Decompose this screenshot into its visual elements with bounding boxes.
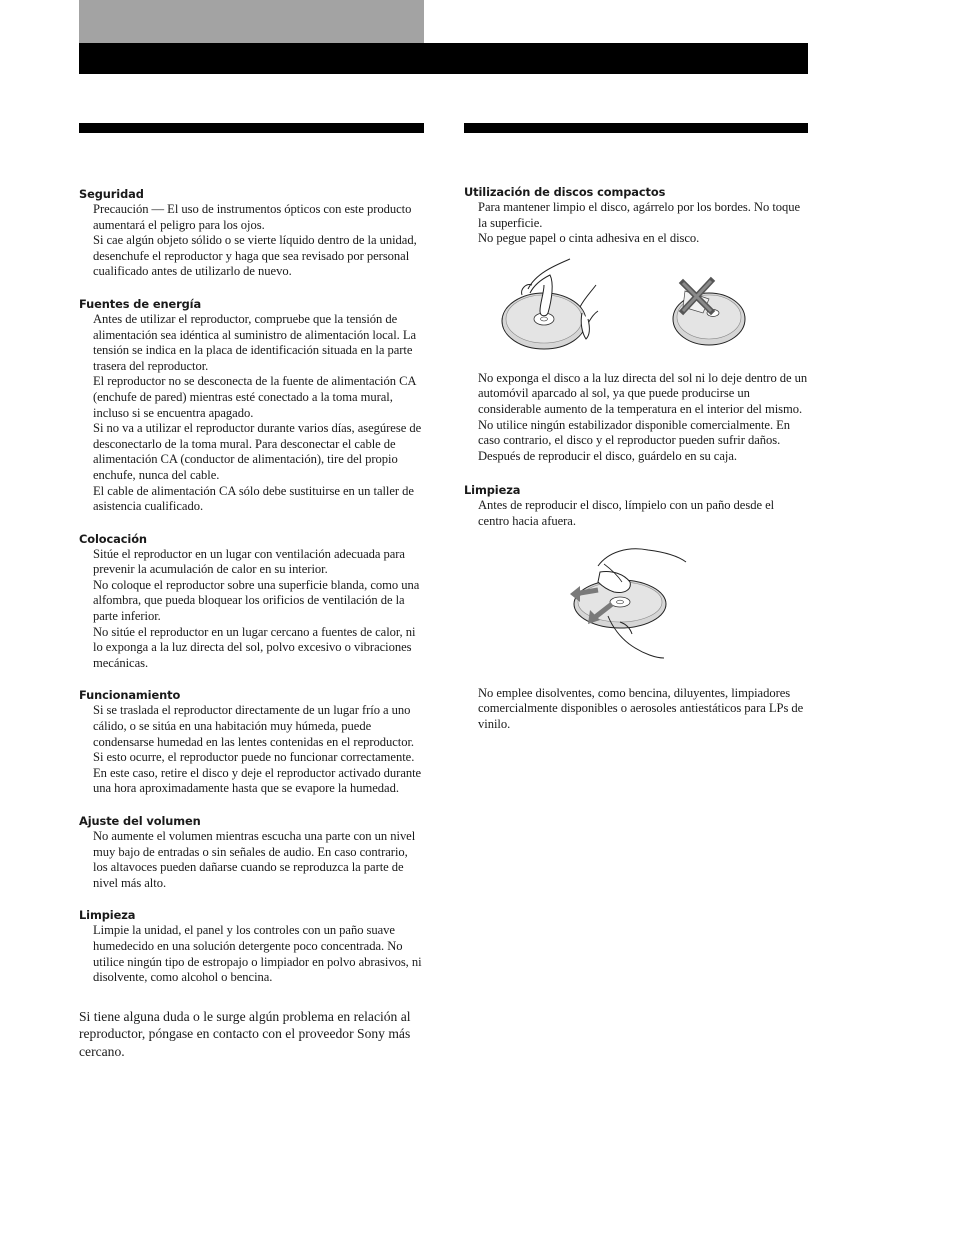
section-heading: Ajuste del volumen — [79, 814, 201, 828]
section-heading: Colocación — [79, 531, 147, 546]
section-body — [93, 923, 424, 985]
right-column — [464, 184, 808, 748]
paragraph: Antes de reproducir el disco, límpielo con un paño desde el centro hacia afuera. — [478, 498, 775, 528]
section-funcionamiento — [79, 687, 424, 797]
paragraph: Precaución — El uso de instrumentos ópticos con este producto aumentará el peligro para los ojos. — [93, 202, 412, 232]
disc-held-by-edges-icon — [500, 255, 610, 365]
section-body — [478, 498, 808, 529]
paragraph: El reproductor no se desconecta de la fuente de alimentación CA (enchufe de pared) mientras esté conectado a la toma mural, incluso si se encuentra apagado. — [93, 374, 416, 420]
paragraph: No sitúe el reproductor en un lugar cercano a fuentes de calor, ni lo exponga a la luz directa del sol, polvo excesivo o vibraciones mecánicas. — [93, 624, 416, 670]
section-colocacion — [79, 531, 424, 672]
section-body — [93, 202, 424, 280]
section-heading: Seguridad — [79, 187, 144, 201]
paragraph: El cable de alimentación CA sólo debe sustituirse en un taller de asistencia cualificado. — [93, 483, 414, 514]
section-heading: Utilización de discos compactos — [464, 185, 666, 199]
disc-with-tape-crossed-icon — [669, 257, 769, 357]
paragraph: Si se traslada el reproductor directamente de un lugar frío a uno cálido, o se sitúa en una habitación muy húmeda, puede condensarse humedad en las lentes contenidas en el reproductor. Si esto ocurre, el reproductor puede no funcionar correctamente. En este caso, retire el disco y deje el reproductor activado durante una hora aproximadamente hasta que se evapore la humedad. — [93, 703, 422, 796]
section-heading: Limpieza — [79, 908, 136, 923]
closing-note: Si tiene alguna duda o le surge algún problema en relación al reproductor, póngase en contacto con el proveedor Sony más cercano. — [79, 1008, 411, 1059]
paragraph: Para mantener limpio el disco, agárrelo por los bordes. No toque la superficie. — [478, 200, 801, 230]
disc-wipe-outward-icon — [568, 542, 708, 672]
section-body — [93, 312, 424, 515]
header-black-bar — [79, 43, 808, 74]
section-heading: Fuentes de energía — [79, 296, 202, 311]
paragraph: Si no va a utilizar el reproductor durante varios días, asegúrese de desconectarlo de la toma mural. Para desconectar el cable de alimentación CA (conductor de alimentación), tire del propio enchufe, nunca del cable. — [93, 421, 422, 482]
right-column-rule — [464, 123, 808, 133]
section-seguridad — [79, 186, 424, 280]
section-body — [478, 200, 808, 247]
section-fuentes-de-energia — [79, 296, 424, 515]
paragraph: No pegue papel o cinta adhesiva en el disco. — [478, 231, 700, 246]
paragraph: No utilice ningún estabilizador disponible comercialmente. En caso contrario, el disco y el reproductor pueden sufrir daños. — [478, 417, 791, 448]
paragraph: Limpie la unidad, el panel y los controles con un paño suave humedecido en una solución detergente poco concentrada. No utilice ningún tipo de estropajo o limpiador en polvo abrasivos, ni disolvente, como alcohol o bencina. — [93, 923, 422, 985]
section-limpieza — [79, 907, 424, 985]
paragraph: No exponga el disco a la luz directa del sol ni lo deje dentro de un automóvil aparcado al sol, ya que puede producirse un considerable aumento de la temperatura en el interior del mismo. — [478, 370, 808, 416]
section-heading: Funcionamiento — [79, 688, 181, 703]
section-body — [478, 371, 808, 465]
section-heading: Limpieza — [464, 483, 521, 498]
section-ajuste-del-volumen — [79, 813, 424, 891]
paragraph: No aumente el volumen mientras escucha una parte con un nivel muy bajo de entradas o sin señales de audio. En caso contrario, los altavoces pueden dañarse cuando se reproduzca la parte de nivel más alto. — [93, 829, 416, 890]
left-column — [79, 186, 424, 1074]
disc-cleaning-illustration — [464, 530, 808, 686]
disc-handling-illustration — [464, 247, 808, 371]
paragraph: Antes de utilizar el reproductor, compruebe que la tensión de alimentación sea idéntica al suministro de alimentación local. La tensión se indica en la placa de identificación situada en la parte trasera del reproductor. — [93, 311, 417, 373]
left-column-rule — [79, 123, 424, 133]
section-body — [93, 829, 424, 891]
section-discos-compactos — [464, 184, 808, 464]
paragraph: Si cae algún objeto sólido o se vierte líquido dentro de la unidad, desenchufe el reproductor y haga que sea revisado por personal cualificado antes de utilizarlo de nuevo. — [93, 233, 417, 279]
section-body — [93, 703, 424, 797]
paragraph: No coloque el reproductor sobre una superficie blanda, como una alfombra, que pueda bloquear los orificios de ventilación de la parte inferior. — [93, 577, 420, 624]
paragraph: Sitúe el reproductor en un lugar con ventilación adecuada para prevenir la acumulación de calor en su interior. — [93, 546, 405, 577]
header-gray-tab — [79, 0, 424, 43]
paragraph: No emplee disolventes, como bencina, diluyentes, limpiadores comercialmente disponibles o aerosoles antiestáticos para LPs de vinilo. — [478, 685, 804, 731]
section-body — [478, 686, 808, 733]
paragraph: Después de reproducir el disco, guárdelo en su caja. — [478, 448, 737, 463]
section-limpieza-disco — [464, 482, 808, 732]
section-body — [93, 547, 424, 672]
